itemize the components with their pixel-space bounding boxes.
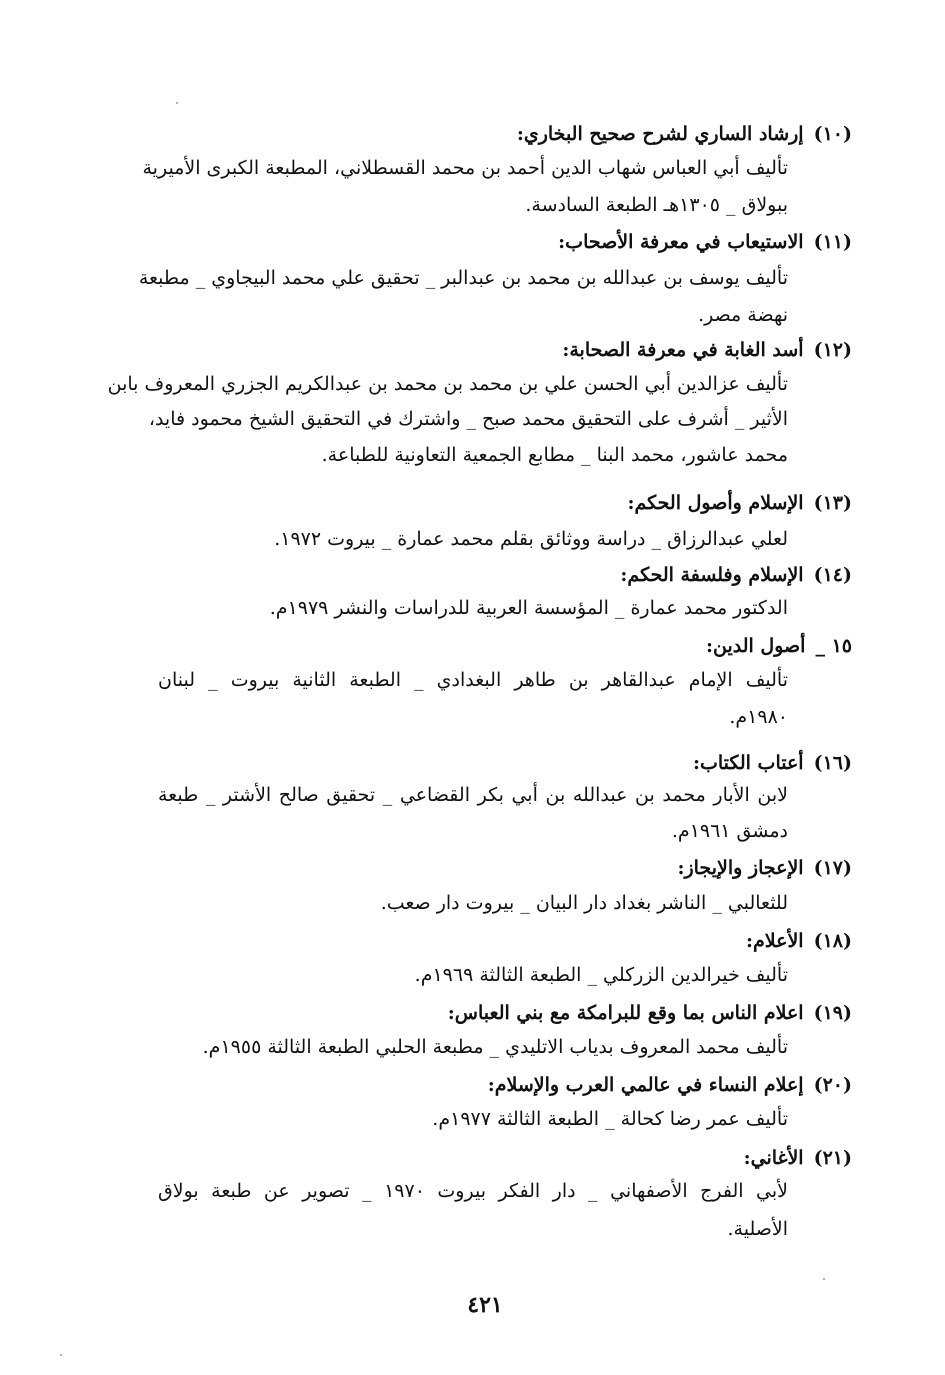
entry-title: أسد الغابة في معرفة الصحابة: [562, 339, 804, 361]
entry-heading [488, 1072, 852, 1098]
entry-text-line: تأليف الإمام عبدالقاهر بن طاهر البغدادي _ الطبعة الثانية بيروت _ لبنان [158, 669, 788, 691]
entry-text-line: تأليف عمر رضا كحالة _ الطبعة الثالثة ١٩٧٧م. [432, 1108, 788, 1130]
entry-title: إعلام النساء في عالمي العرب والإسلام: [487, 1074, 804, 1096]
entry-heading [628, 490, 852, 516]
entry-number: (١٦) [813, 752, 852, 774]
entry-number: (٢٠) [813, 1074, 852, 1096]
entry-text-line: محمد عاشور، محمد البنا _ مطابع الجمعية التعاونية للطباعة. [321, 444, 788, 466]
entry-heading [677, 855, 852, 881]
entry-heading [517, 121, 852, 147]
entry-text-line: تأليف محمد المعروف بدياب الاتليدي _ مطبعة الحلبي الطبعة الثالثة ١٩٥٥م. [202, 1036, 788, 1058]
entry-title: الإسلام وأصول الحكم: [627, 492, 804, 514]
entry-text-line: الأصلية. [727, 1218, 788, 1240]
entry-number: ١٥ _ [815, 635, 852, 657]
entry-number: (١٨) [813, 930, 852, 952]
entry-heading [706, 633, 852, 659]
entry-title: الاستيعاب في معرفة الأصحاب: [558, 231, 804, 253]
entry-number: (١٣) [813, 492, 852, 514]
entry-heading [746, 928, 852, 954]
entry-heading [562, 337, 852, 363]
entry-title: الإعجاز والإيجاز: [677, 857, 804, 879]
entry-number: (١٩) [813, 1002, 852, 1024]
entry-title: الأعلام: [746, 930, 804, 952]
scan-speck [176, 102, 178, 104]
entry-text-line: تأليف خيرالدين الزركلي _ الطبعة الثالثة ١٩٦٩م. [414, 964, 788, 986]
entry-heading [744, 1145, 852, 1171]
scan-speck [60, 1354, 62, 1356]
entry-text-line: تأليف يوسف بن عبدالله بن محمد بن عبدالبر _ تحقيق علي محمد البيجاوي _ مطبعة [138, 267, 788, 289]
entry-number: (١٢) [813, 339, 852, 361]
entry-text-line: تأليف أبي العباس شهاب الدين أحمد بن محمد القسطلاني، المطبعة الكبرى الأميرية [142, 157, 788, 179]
entry-heading [693, 750, 852, 776]
scan-speck [823, 1278, 825, 1280]
entry-number: (١٧) [813, 857, 852, 879]
entry-text-line: ببولاق _ ١٣٠٥هـ الطبعة السادسة. [525, 194, 788, 216]
entry-number: (٢١) [813, 1147, 852, 1169]
entry-text-line: ١٩٨٠م. [729, 706, 788, 728]
entry-heading [448, 1000, 852, 1026]
entry-number: (١١) [813, 231, 852, 253]
entry-text-line: الأثير _ أشرف على التحقيق محمد صبح _ واشترك في التحقيق الشيخ محمود فايد، [148, 408, 788, 430]
entry-text-line: دمشق ١٩٦١م. [671, 820, 788, 842]
entry-text-line: لعلي عبدالرزاق _ دراسة ووثائق بقلم محمد عمارة _ بيروت ١٩٧٢. [274, 528, 788, 550]
entry-text-line: تأليف عزالدين أبي الحسن علي بن محمد بن محمد بن عبدالكريم الجزري المعروف بابن [107, 373, 788, 395]
entry-text-line: الدكتور محمد عمارة _ المؤسسة العربية للدراسات والنشر ١٩٧٩م. [269, 597, 788, 619]
entry-title: اعلام الناس بما وقع للبرامكة مع بني العباس: [447, 1002, 804, 1024]
entry-title: إرشاد الساري لشرح صحيح البخاري: [516, 123, 804, 145]
entry-number: (١٤) [813, 564, 852, 586]
entry-number: (١٠) [813, 123, 852, 145]
entry-heading [620, 562, 852, 588]
entry-text-line: لأبي الفرج الأصفهاني _ دار الفكر بيروت ١٩٧٠ _ تصوير عن طبعة بولاق [158, 1180, 788, 1202]
entry-text-line: للثعالبي _ الناشر بغداد دار البيان _ بيروت دار صعب. [380, 892, 788, 914]
page-number: ٤٢١ [467, 1292, 503, 1318]
entry-title: أصول الدين: [706, 635, 806, 657]
entry-title: الإسلام وفلسفة الحكم: [620, 564, 804, 586]
entry-text-line: لابن الأبار محمد بن عبدالله بن أبي بكر القضاعي _ تحقيق صالح الأشتر _ طبعة [158, 784, 788, 806]
entry-heading [558, 229, 852, 255]
entry-text-line: نهضة مصر. [698, 304, 788, 326]
entry-title: الأغاني: [743, 1147, 804, 1169]
entry-title: أعتاب الكتاب: [692, 752, 804, 774]
